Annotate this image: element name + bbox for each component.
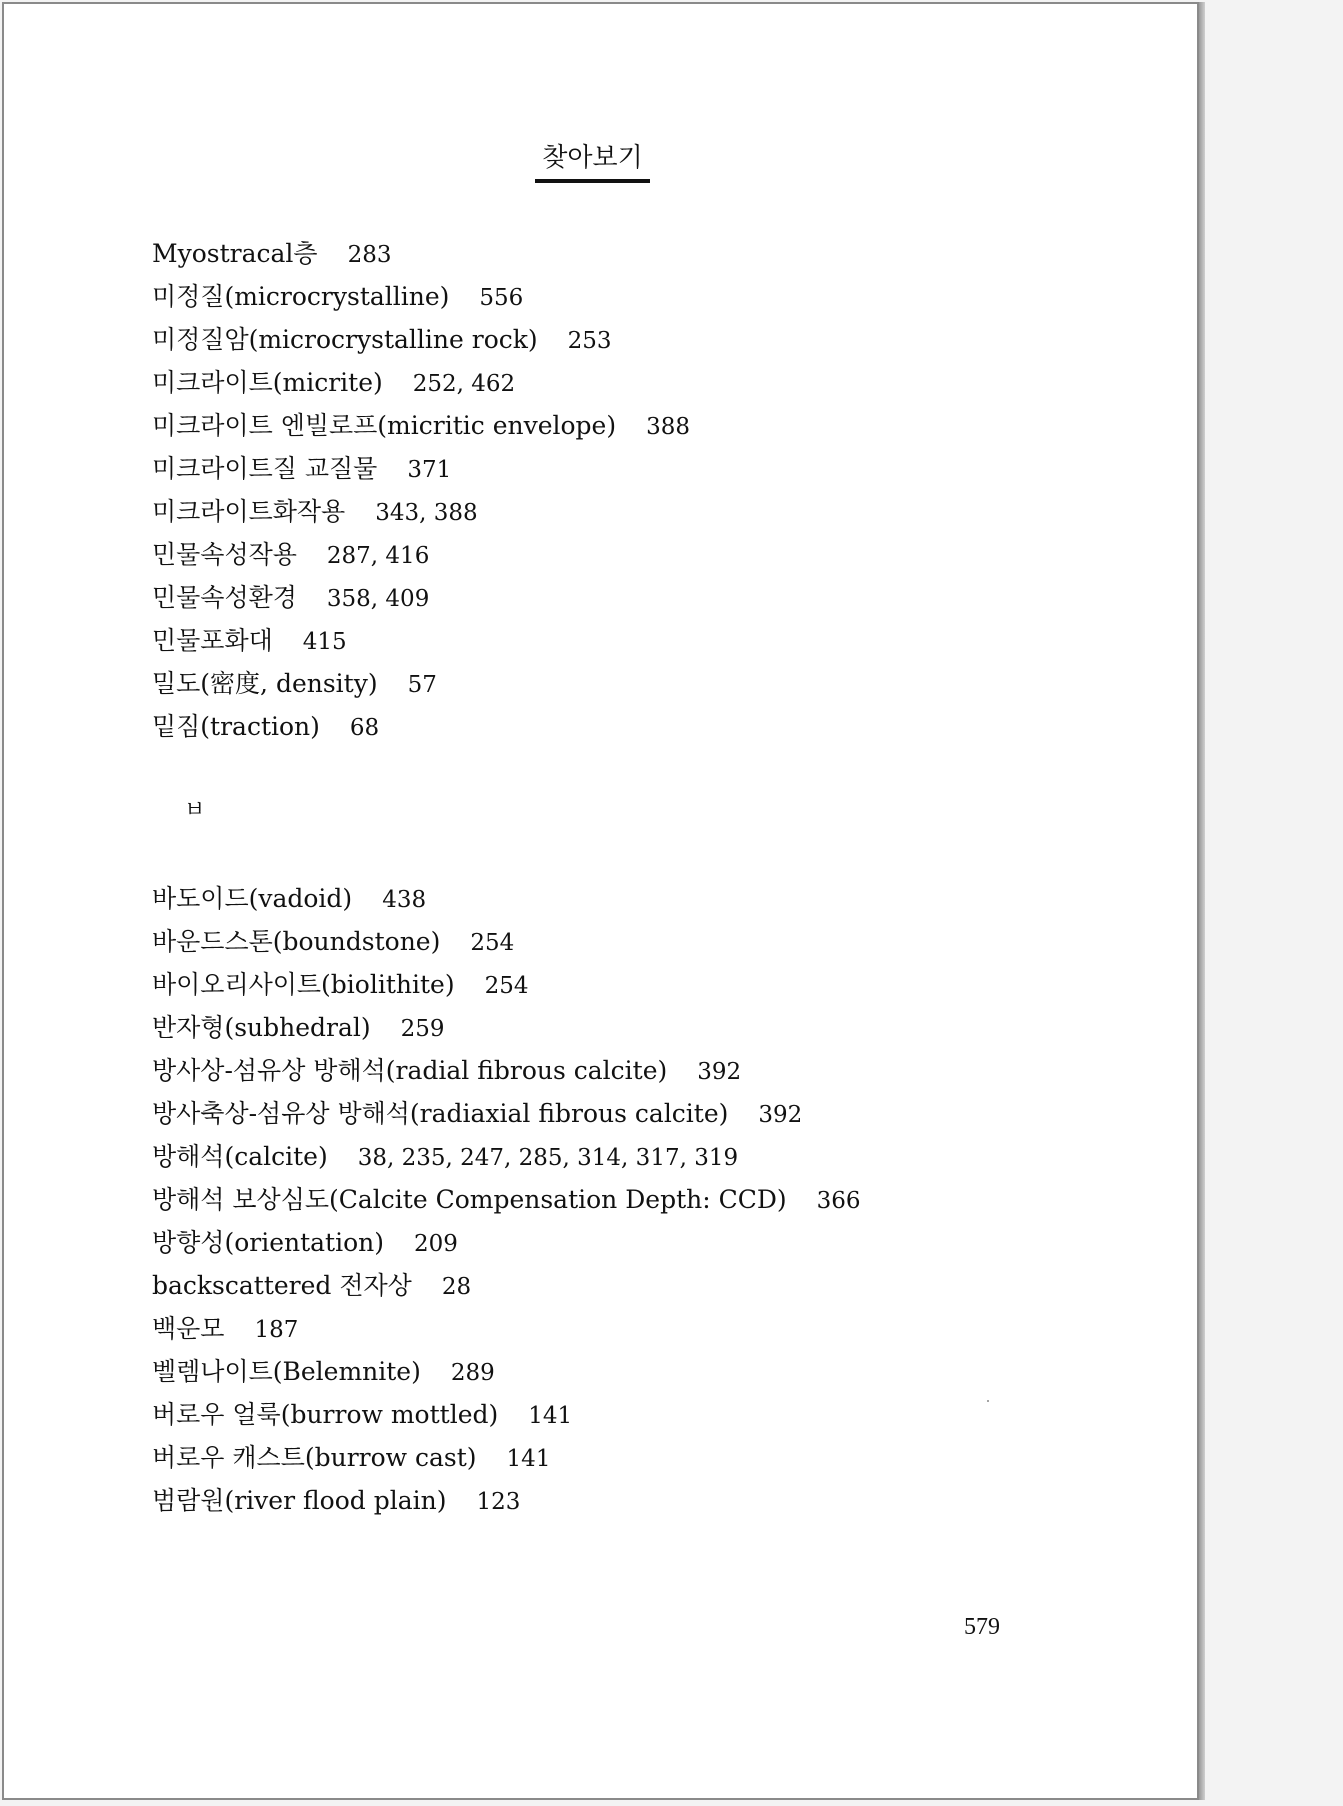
entry-pages: 283 (347, 242, 392, 268)
entry-term: 벨렘나이트(Belemnite) (152, 1357, 421, 1386)
index-entry (152, 578, 429, 618)
entry-pages: 366 (816, 1188, 861, 1214)
entry-term: 밀도(密度, density) (152, 669, 378, 698)
index-entry (152, 1481, 520, 1521)
title-underline (535, 179, 650, 183)
index-entry (152, 1094, 802, 1134)
entry-term: 바도이드(vadoid) (152, 884, 353, 913)
entry-pages: 415 (302, 629, 347, 655)
entry-term: 버로우 얼룩(burrow mottled) (152, 1400, 499, 1429)
index-entry (152, 922, 514, 962)
entry-pages: 68 (349, 715, 380, 741)
entry-term: 범람원(river flood plain) (152, 1486, 447, 1515)
index-entry (152, 664, 437, 704)
entry-term: 방해석(calcite) (152, 1142, 328, 1171)
entry-pages: 57 (407, 672, 437, 698)
entry-pages: 438 (382, 887, 427, 913)
entry-term: 반자형(subhedral) (152, 1013, 371, 1042)
index-entry (152, 1223, 458, 1263)
entry-term: 미정질암(microcrystalline rock) (152, 325, 538, 354)
entry-pages: 254 (470, 930, 515, 956)
entry-pages: 123 (476, 1489, 521, 1515)
entry-term: backscattered 전자상 (152, 1271, 412, 1300)
entry-pages: 259 (400, 1016, 445, 1042)
scan-speck (987, 1400, 989, 1402)
entry-term: Myostracal층 (152, 239, 318, 268)
index-entry (152, 965, 529, 1005)
index-entry (152, 621, 347, 661)
entry-pages: 253 (567, 328, 612, 354)
entry-pages: 287, 416 (326, 543, 430, 569)
index-entry (152, 535, 429, 575)
page-title: 찾아보기 (542, 143, 643, 173)
index-entry (152, 363, 515, 403)
page-edge-shadow (1199, 2, 1205, 1800)
entry-pages: 187 (254, 1317, 299, 1343)
index-entry (152, 1137, 738, 1177)
entry-term: 백운모 (152, 1314, 225, 1343)
entry-term: 방사상-섬유상 방해석(radial fibrous calcite) (152, 1056, 668, 1085)
index-entry (152, 1266, 471, 1306)
index-entry (152, 1008, 445, 1048)
entry-term: 밑짐(traction) (152, 712, 320, 741)
entry-term: 방향성(orientation) (152, 1228, 384, 1257)
entry-pages: 141 (506, 1446, 551, 1472)
entry-pages: 358, 409 (326, 586, 430, 612)
index-entry (152, 707, 379, 747)
section-letter: ㅂ (184, 798, 206, 823)
index-entry (152, 492, 478, 532)
entry-term: 미정질(microcrystalline) (152, 282, 450, 311)
entry-term: 민물속성작용 (152, 540, 297, 569)
index-entry (152, 1395, 572, 1435)
index-entry (152, 1352, 495, 1392)
index-entry (152, 277, 523, 317)
entry-pages: 252, 462 (412, 371, 516, 397)
entry-term: 방해석 보상심도(Calcite Compensation Depth: CCD) (152, 1185, 787, 1214)
index-entry (152, 1180, 861, 1220)
page-number: 579 (964, 1614, 1000, 1640)
entry-pages: 371 (407, 457, 452, 483)
entry-term: 미크라이트질 교질물 (152, 454, 378, 483)
entry-term: 미크라이트(micrite) (152, 368, 383, 397)
entry-pages: 392 (697, 1059, 742, 1085)
entry-term: 방사축상-섬유상 방해석(radiaxial fibrous calcite) (152, 1099, 729, 1128)
entry-term: 민물포화대 (152, 626, 273, 655)
entry-pages: 209 (414, 1231, 458, 1257)
index-entry (152, 879, 426, 919)
entry-pages: 343, 388 (375, 500, 478, 526)
index-entry (152, 449, 451, 489)
index-entry (152, 1438, 550, 1478)
index-entry (152, 320, 612, 360)
entry-pages: 289 (450, 1360, 495, 1386)
entry-term: 바이오리사이트(biolithite) (152, 970, 455, 999)
entry-pages: 28 (441, 1274, 472, 1300)
index-entry (152, 234, 391, 274)
entry-pages: 392 (758, 1102, 803, 1128)
entry-term: 미크라이트화작용 (152, 497, 346, 526)
entry-pages: 388 (646, 414, 691, 440)
entry-term: 미크라이트 엔빌로프(micritic envelope) (152, 411, 617, 440)
entry-pages: 141 (528, 1403, 573, 1429)
entry-term: 민물속성환경 (152, 583, 297, 612)
entry-pages: 38, 235, 247, 285, 314, 317, 319 (357, 1145, 739, 1171)
entry-term: 바운드스톤(boundstone) (152, 927, 441, 956)
index-entry (152, 1051, 741, 1091)
entry-pages: 254 (484, 973, 529, 999)
entry-term: 버로우 캐스트(burrow cast) (152, 1443, 477, 1472)
index-entry (152, 1309, 298, 1349)
entry-pages: 556 (479, 285, 524, 311)
index-entry (152, 406, 690, 446)
